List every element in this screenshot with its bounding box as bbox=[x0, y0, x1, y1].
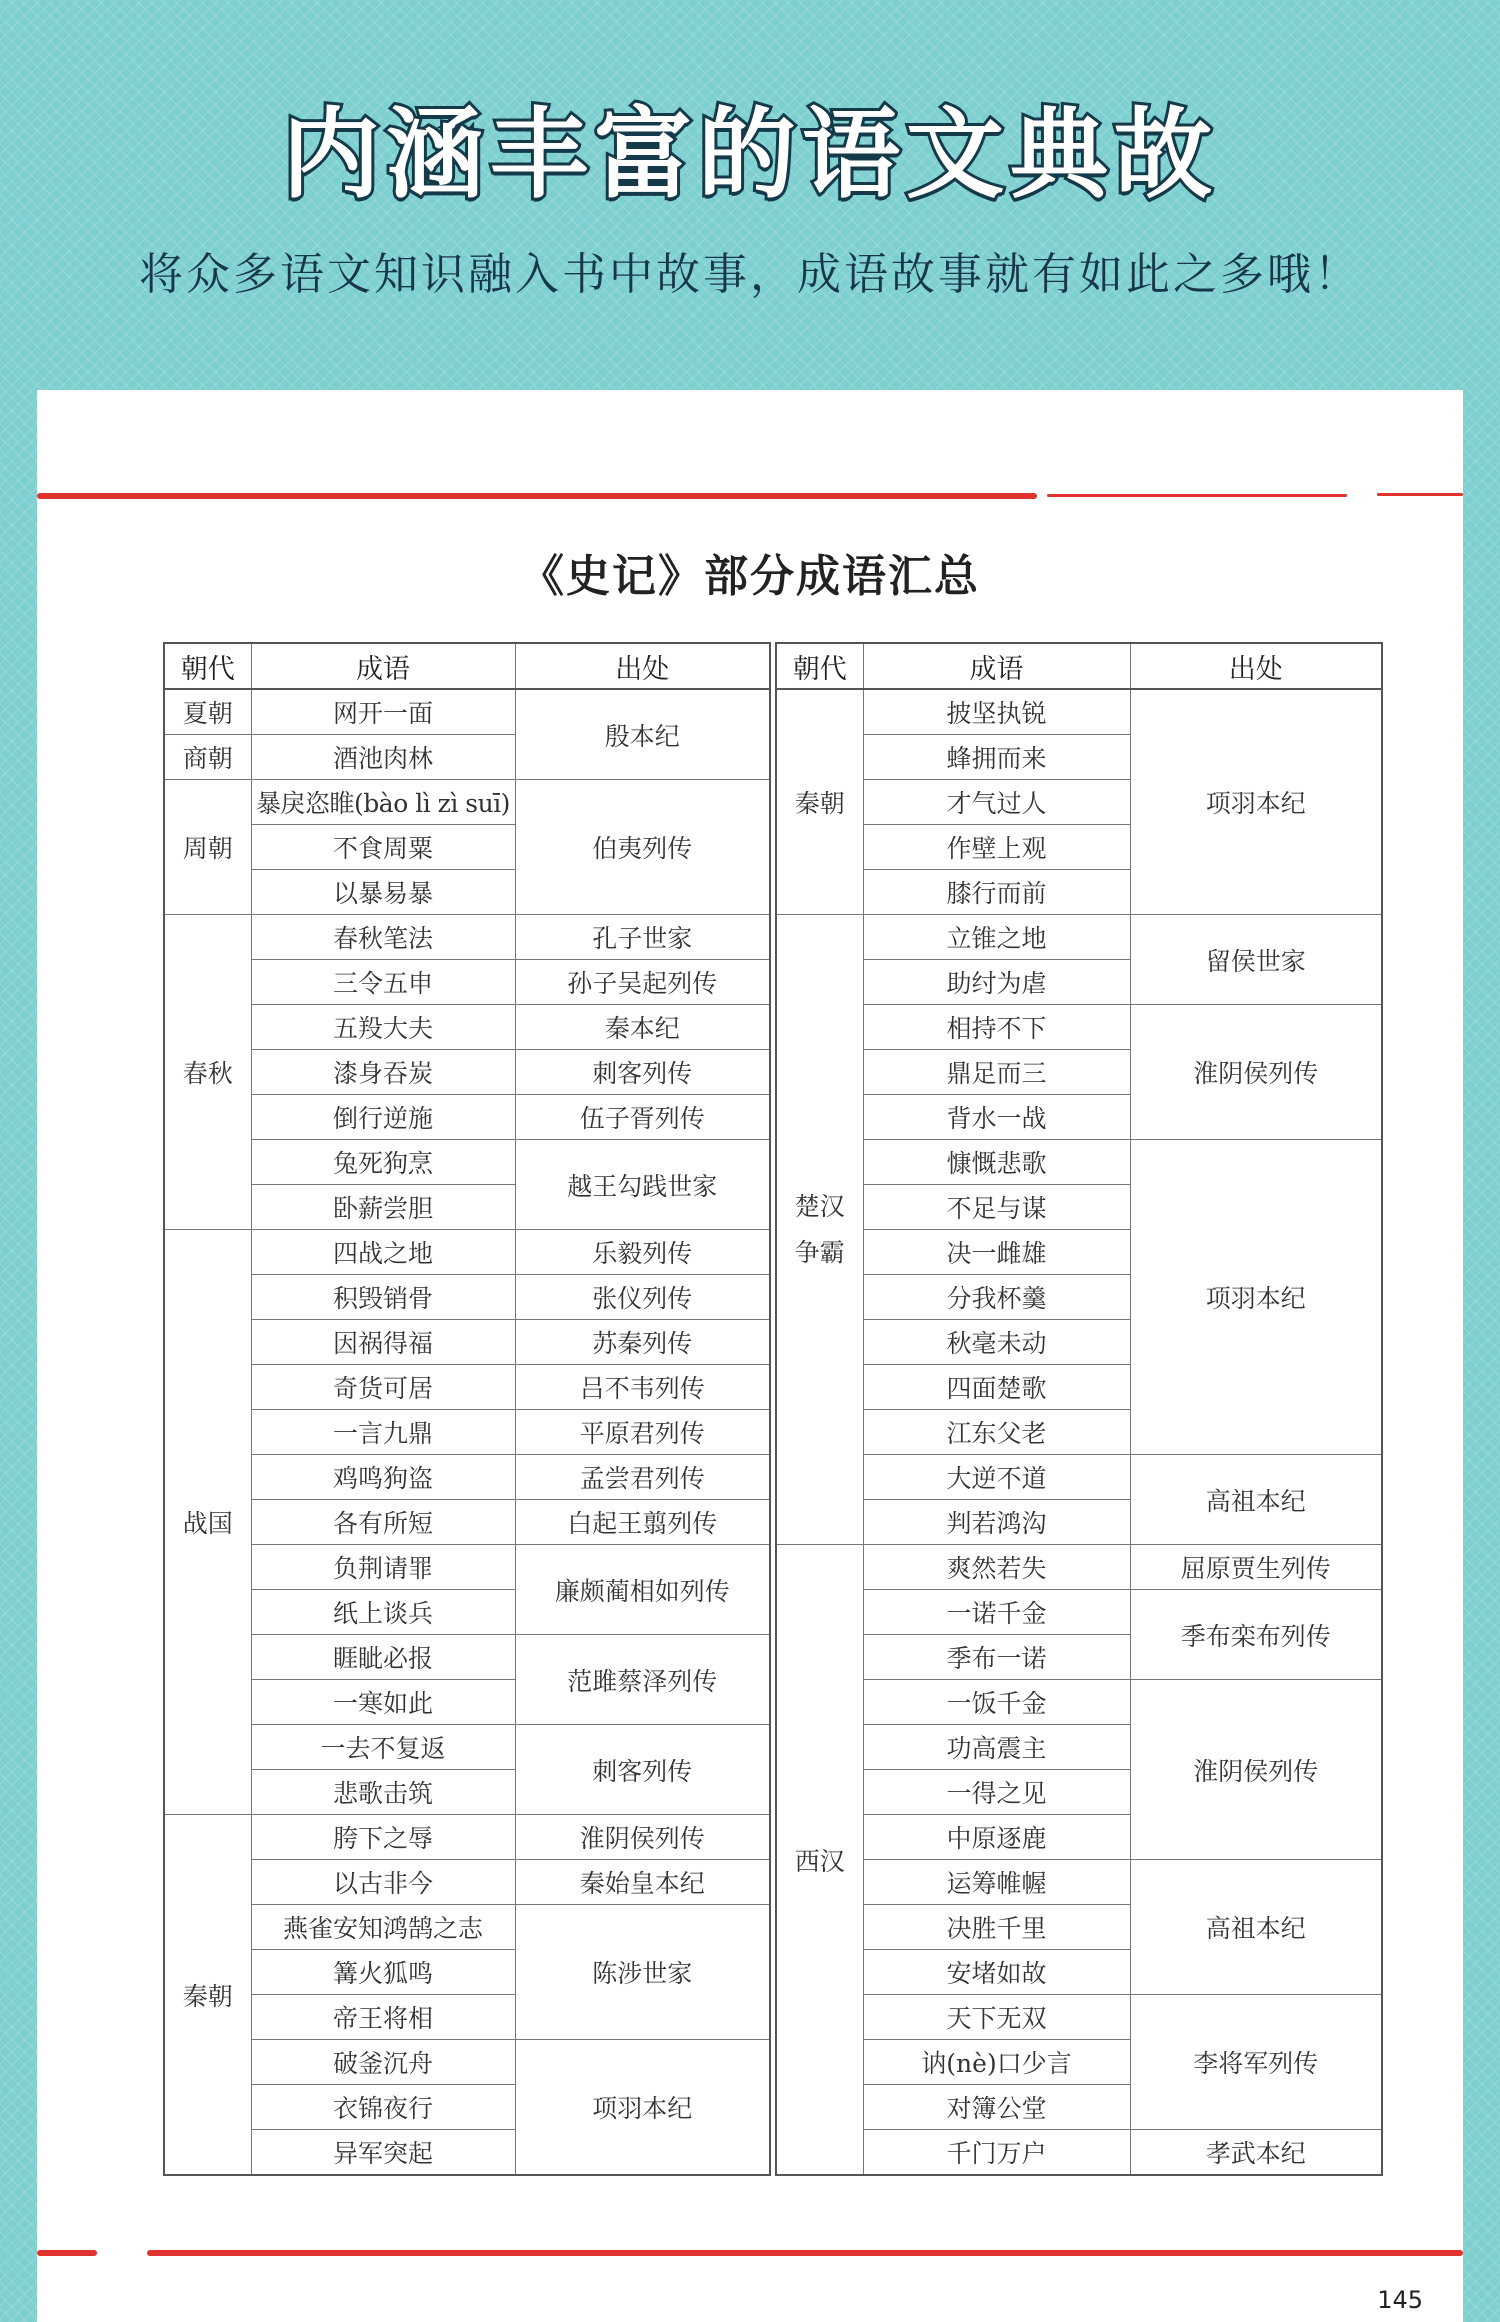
idiom-cell: 一言九鼎 bbox=[251, 1410, 515, 1455]
header-dynasty: 朝代 bbox=[776, 643, 863, 689]
table-row bbox=[164, 1860, 770, 1905]
source-cell: 项羽本纪 bbox=[1130, 1140, 1382, 1455]
idiom-cell: 四面楚歌 bbox=[863, 1365, 1130, 1410]
table-row bbox=[776, 1140, 1382, 1185]
idiom-cell: 蜂拥而来 bbox=[863, 735, 1130, 780]
source-cell: 屈原贾生列传 bbox=[1130, 1545, 1382, 1590]
table-row bbox=[776, 1455, 1382, 1500]
dynasty-label: 楚汉争霸 bbox=[794, 1191, 845, 1267]
source-cell: 季布栾布列传 bbox=[1130, 1590, 1382, 1680]
idiom-cell: 立锥之地 bbox=[863, 915, 1130, 960]
table-row bbox=[164, 1275, 770, 1320]
header-idiom: 成语 bbox=[251, 643, 515, 689]
idiom-cell: 帝王将相 bbox=[251, 1995, 515, 2040]
source-cell: 伍子胥列传 bbox=[515, 1095, 770, 1140]
idiom-cell: 爽然若失 bbox=[863, 1545, 1130, 1590]
idiom-cell: 功高震主 bbox=[863, 1725, 1130, 1770]
table-row bbox=[164, 1410, 770, 1455]
idiom-cell: 千门万户 bbox=[863, 2130, 1130, 2176]
idiom-cell: 漆身吞炭 bbox=[251, 1050, 515, 1095]
idiom-cell: 悲歌击筑 bbox=[251, 1770, 515, 1815]
source-cell: 刺客列传 bbox=[515, 1050, 770, 1095]
table-row bbox=[164, 1635, 770, 1680]
idiom-cell: 网开一面 bbox=[251, 689, 515, 735]
idiom-cell: 五羖大夫 bbox=[251, 1005, 515, 1050]
source-cell: 孟尝君列传 bbox=[515, 1455, 770, 1500]
table-row bbox=[776, 1005, 1382, 1050]
source-cell: 留侯世家 bbox=[1130, 915, 1382, 1005]
table-row bbox=[164, 960, 770, 1005]
idiom-cell: 异军突起 bbox=[251, 2130, 515, 2176]
source-cell: 淮阴侯列传 bbox=[515, 1815, 770, 1860]
source-cell: 廉颇蔺相如列传 bbox=[515, 1545, 770, 1635]
idiom-cell: 才气过人 bbox=[863, 780, 1130, 825]
table-row bbox=[164, 1095, 770, 1140]
source-cell: 苏秦列传 bbox=[515, 1320, 770, 1365]
source-cell: 平原君列传 bbox=[515, 1410, 770, 1455]
idiom-cell: 秋毫未动 bbox=[863, 1320, 1130, 1365]
table-row bbox=[164, 1725, 770, 1770]
idiom-cell: 以暴易暴 bbox=[251, 870, 515, 915]
dynasty-cell: 秦朝 bbox=[164, 1815, 251, 2176]
table-row bbox=[164, 1230, 770, 1275]
source-cell: 张仪列传 bbox=[515, 1275, 770, 1320]
idiom-cell: 兔死狗烹 bbox=[251, 1140, 515, 1185]
table-row bbox=[776, 1860, 1382, 1905]
idiom-cell: 一寒如此 bbox=[251, 1680, 515, 1725]
dynasty-cell: 战国 bbox=[164, 1230, 251, 1815]
table-row bbox=[776, 915, 1382, 960]
bottom-red-rule bbox=[37, 2250, 97, 2256]
source-cell: 淮阴侯列传 bbox=[1130, 1005, 1382, 1140]
source-cell: 项羽本纪 bbox=[1130, 689, 1382, 915]
top-red-rule-dash bbox=[1047, 494, 1347, 497]
table-row bbox=[164, 1455, 770, 1500]
table-row bbox=[164, 1365, 770, 1410]
source-cell: 孝武本纪 bbox=[1130, 2130, 1382, 2176]
idiom-table-left bbox=[163, 642, 771, 2176]
source-cell: 淮阴侯列传 bbox=[1130, 1680, 1382, 1860]
table-row bbox=[776, 1545, 1382, 1590]
source-cell: 孔子世家 bbox=[515, 915, 770, 960]
idiom-cell: 运筹帷幄 bbox=[863, 1860, 1130, 1905]
idiom-cell: 一诺千金 bbox=[863, 1590, 1130, 1635]
idiom-cell: 春秋笔法 bbox=[251, 915, 515, 960]
idiom-cell: 一得之见 bbox=[863, 1770, 1130, 1815]
table-row bbox=[776, 1995, 1382, 2040]
table-row bbox=[164, 780, 770, 825]
header-source: 出处 bbox=[1130, 643, 1382, 689]
banner-title: 内涵丰富的语文典故 bbox=[281, 98, 1218, 212]
source-cell: 秦始皇本纪 bbox=[515, 1860, 770, 1905]
table-row bbox=[164, 1050, 770, 1095]
idiom-cell: 天下无双 bbox=[863, 1995, 1130, 2040]
idiom-cell: 负荆请罪 bbox=[251, 1545, 515, 1590]
idiom-cell: 江东父老 bbox=[863, 1410, 1130, 1455]
idiom-cell: 暴戾恣睢(bào lì zì suī) bbox=[251, 780, 515, 825]
source-cell: 陈涉世家 bbox=[515, 1905, 770, 2040]
table-row bbox=[776, 1680, 1382, 1725]
top-red-rule bbox=[37, 493, 1037, 499]
source-cell: 李将军列传 bbox=[1130, 1995, 1382, 2130]
idiom-cell: 一去不复返 bbox=[251, 1725, 515, 1770]
table-row bbox=[776, 2130, 1382, 2176]
idiom-cell: 讷(nè)口少言 bbox=[863, 2040, 1130, 2085]
table-row bbox=[164, 1545, 770, 1590]
source-cell: 刺客列传 bbox=[515, 1725, 770, 1815]
source-cell: 孙子吴起列传 bbox=[515, 960, 770, 1005]
book-page bbox=[37, 390, 1463, 2322]
idiom-cell: 倒行逆施 bbox=[251, 1095, 515, 1140]
table-row bbox=[164, 1815, 770, 1860]
source-cell: 吕不韦列传 bbox=[515, 1365, 770, 1410]
table-row bbox=[164, 1140, 770, 1185]
idiom-cell: 决一雌雄 bbox=[863, 1230, 1130, 1275]
table-row bbox=[164, 1005, 770, 1050]
dynasty-cell: 春秋 bbox=[164, 915, 251, 1230]
dynasty-cell: 夏朝 bbox=[164, 689, 251, 735]
dynasty-cell: 秦朝 bbox=[776, 689, 863, 915]
idiom-cell: 决胜千里 bbox=[863, 1905, 1130, 1950]
header-idiom: 成语 bbox=[863, 643, 1130, 689]
table-row bbox=[164, 1500, 770, 1545]
idiom-cell: 以古非今 bbox=[251, 1860, 515, 1905]
idiom-cell: 背水一战 bbox=[863, 1095, 1130, 1140]
idiom-cell: 篝火狐鸣 bbox=[251, 1950, 515, 1995]
header-source: 出处 bbox=[515, 643, 770, 689]
dynasty-cell: 商朝 bbox=[164, 735, 251, 780]
source-cell: 乐毅列传 bbox=[515, 1230, 770, 1275]
idiom-cell: 鼎足而三 bbox=[863, 1050, 1130, 1095]
source-cell: 高祖本纪 bbox=[1130, 1455, 1382, 1545]
idiom-cell: 安堵如故 bbox=[863, 1950, 1130, 1995]
idiom-cell: 一饭千金 bbox=[863, 1680, 1130, 1725]
dynasty-cell: 西汉 bbox=[776, 1545, 863, 2176]
table-header-row bbox=[776, 643, 1382, 689]
idiom-cell: 衣锦夜行 bbox=[251, 2085, 515, 2130]
idiom-cell: 对簿公堂 bbox=[863, 2085, 1130, 2130]
dynasty-cell: 周朝 bbox=[164, 780, 251, 915]
idiom-cell: 相持不下 bbox=[863, 1005, 1130, 1050]
idiom-cell: 分我杯羹 bbox=[863, 1275, 1130, 1320]
source-cell: 项羽本纪 bbox=[515, 2040, 770, 2176]
idiom-cell: 燕雀安知鸿鹄之志 bbox=[251, 1905, 515, 1950]
idiom-cell: 酒池肉林 bbox=[251, 735, 515, 780]
idiom-cell: 四战之地 bbox=[251, 1230, 515, 1275]
idiom-cell: 作壁上观 bbox=[863, 825, 1130, 870]
source-cell: 越王勾践世家 bbox=[515, 1140, 770, 1230]
idiom-cell: 膝行而前 bbox=[863, 870, 1130, 915]
bottom-red-rule-2 bbox=[147, 2250, 1463, 2256]
table-row bbox=[776, 689, 1382, 735]
idiom-cell: 助纣为虐 bbox=[863, 960, 1130, 1005]
source-cell: 白起王翦列传 bbox=[515, 1500, 770, 1545]
idiom-cell: 因祸得福 bbox=[251, 1320, 515, 1365]
idiom-cell: 纸上谈兵 bbox=[251, 1590, 515, 1635]
table-row bbox=[164, 689, 770, 735]
idiom-cell: 不足与谋 bbox=[863, 1185, 1130, 1230]
table-row bbox=[164, 1905, 770, 1950]
idiom-cell: 判若鸿沟 bbox=[863, 1500, 1130, 1545]
idiom-cell: 三令五申 bbox=[251, 960, 515, 1005]
page-number: 145 bbox=[1377, 2286, 1423, 2314]
table-row bbox=[164, 915, 770, 960]
source-cell: 范雎蔡泽列传 bbox=[515, 1635, 770, 1725]
document-title: 《史记》部分成语汇总 bbox=[520, 551, 980, 602]
idiom-cell: 睚眦必报 bbox=[251, 1635, 515, 1680]
banner-subtitle: 将众多语文知识融入书中故事，成语故事就有如此之多哦！ bbox=[139, 249, 1361, 300]
source-cell: 秦本纪 bbox=[515, 1005, 770, 1050]
table-row bbox=[776, 1590, 1382, 1635]
idiom-cell: 积毁销骨 bbox=[251, 1275, 515, 1320]
idiom-cell: 奇货可居 bbox=[251, 1365, 515, 1410]
idiom-cell: 披坚执锐 bbox=[863, 689, 1130, 735]
idiom-cell: 破釜沉舟 bbox=[251, 2040, 515, 2085]
idiom-cell: 不食周粟 bbox=[251, 825, 515, 870]
idiom-cell: 各有所短 bbox=[251, 1500, 515, 1545]
idiom-cell: 季布一诺 bbox=[863, 1635, 1130, 1680]
header-dynasty: 朝代 bbox=[164, 643, 251, 689]
idiom-cell: 大逆不道 bbox=[863, 1455, 1130, 1500]
table-row bbox=[164, 2040, 770, 2085]
idiom-table-right bbox=[775, 642, 1383, 2176]
top-red-rule-dash-2 bbox=[1377, 493, 1463, 496]
table-row bbox=[164, 1320, 770, 1365]
source-cell: 高祖本纪 bbox=[1130, 1860, 1382, 1995]
idiom-cell: 卧薪尝胆 bbox=[251, 1185, 515, 1230]
dynasty-cell bbox=[776, 915, 863, 1545]
table-header-row bbox=[164, 643, 770, 689]
idiom-cell: 鸡鸣狗盗 bbox=[251, 1455, 515, 1500]
idiom-cell: 中原逐鹿 bbox=[863, 1815, 1130, 1860]
source-cell: 殷本纪 bbox=[515, 689, 770, 780]
idiom-cell: 慷慨悲歌 bbox=[863, 1140, 1130, 1185]
idiom-cell: 胯下之辱 bbox=[251, 1815, 515, 1860]
source-cell: 伯夷列传 bbox=[515, 780, 770, 915]
